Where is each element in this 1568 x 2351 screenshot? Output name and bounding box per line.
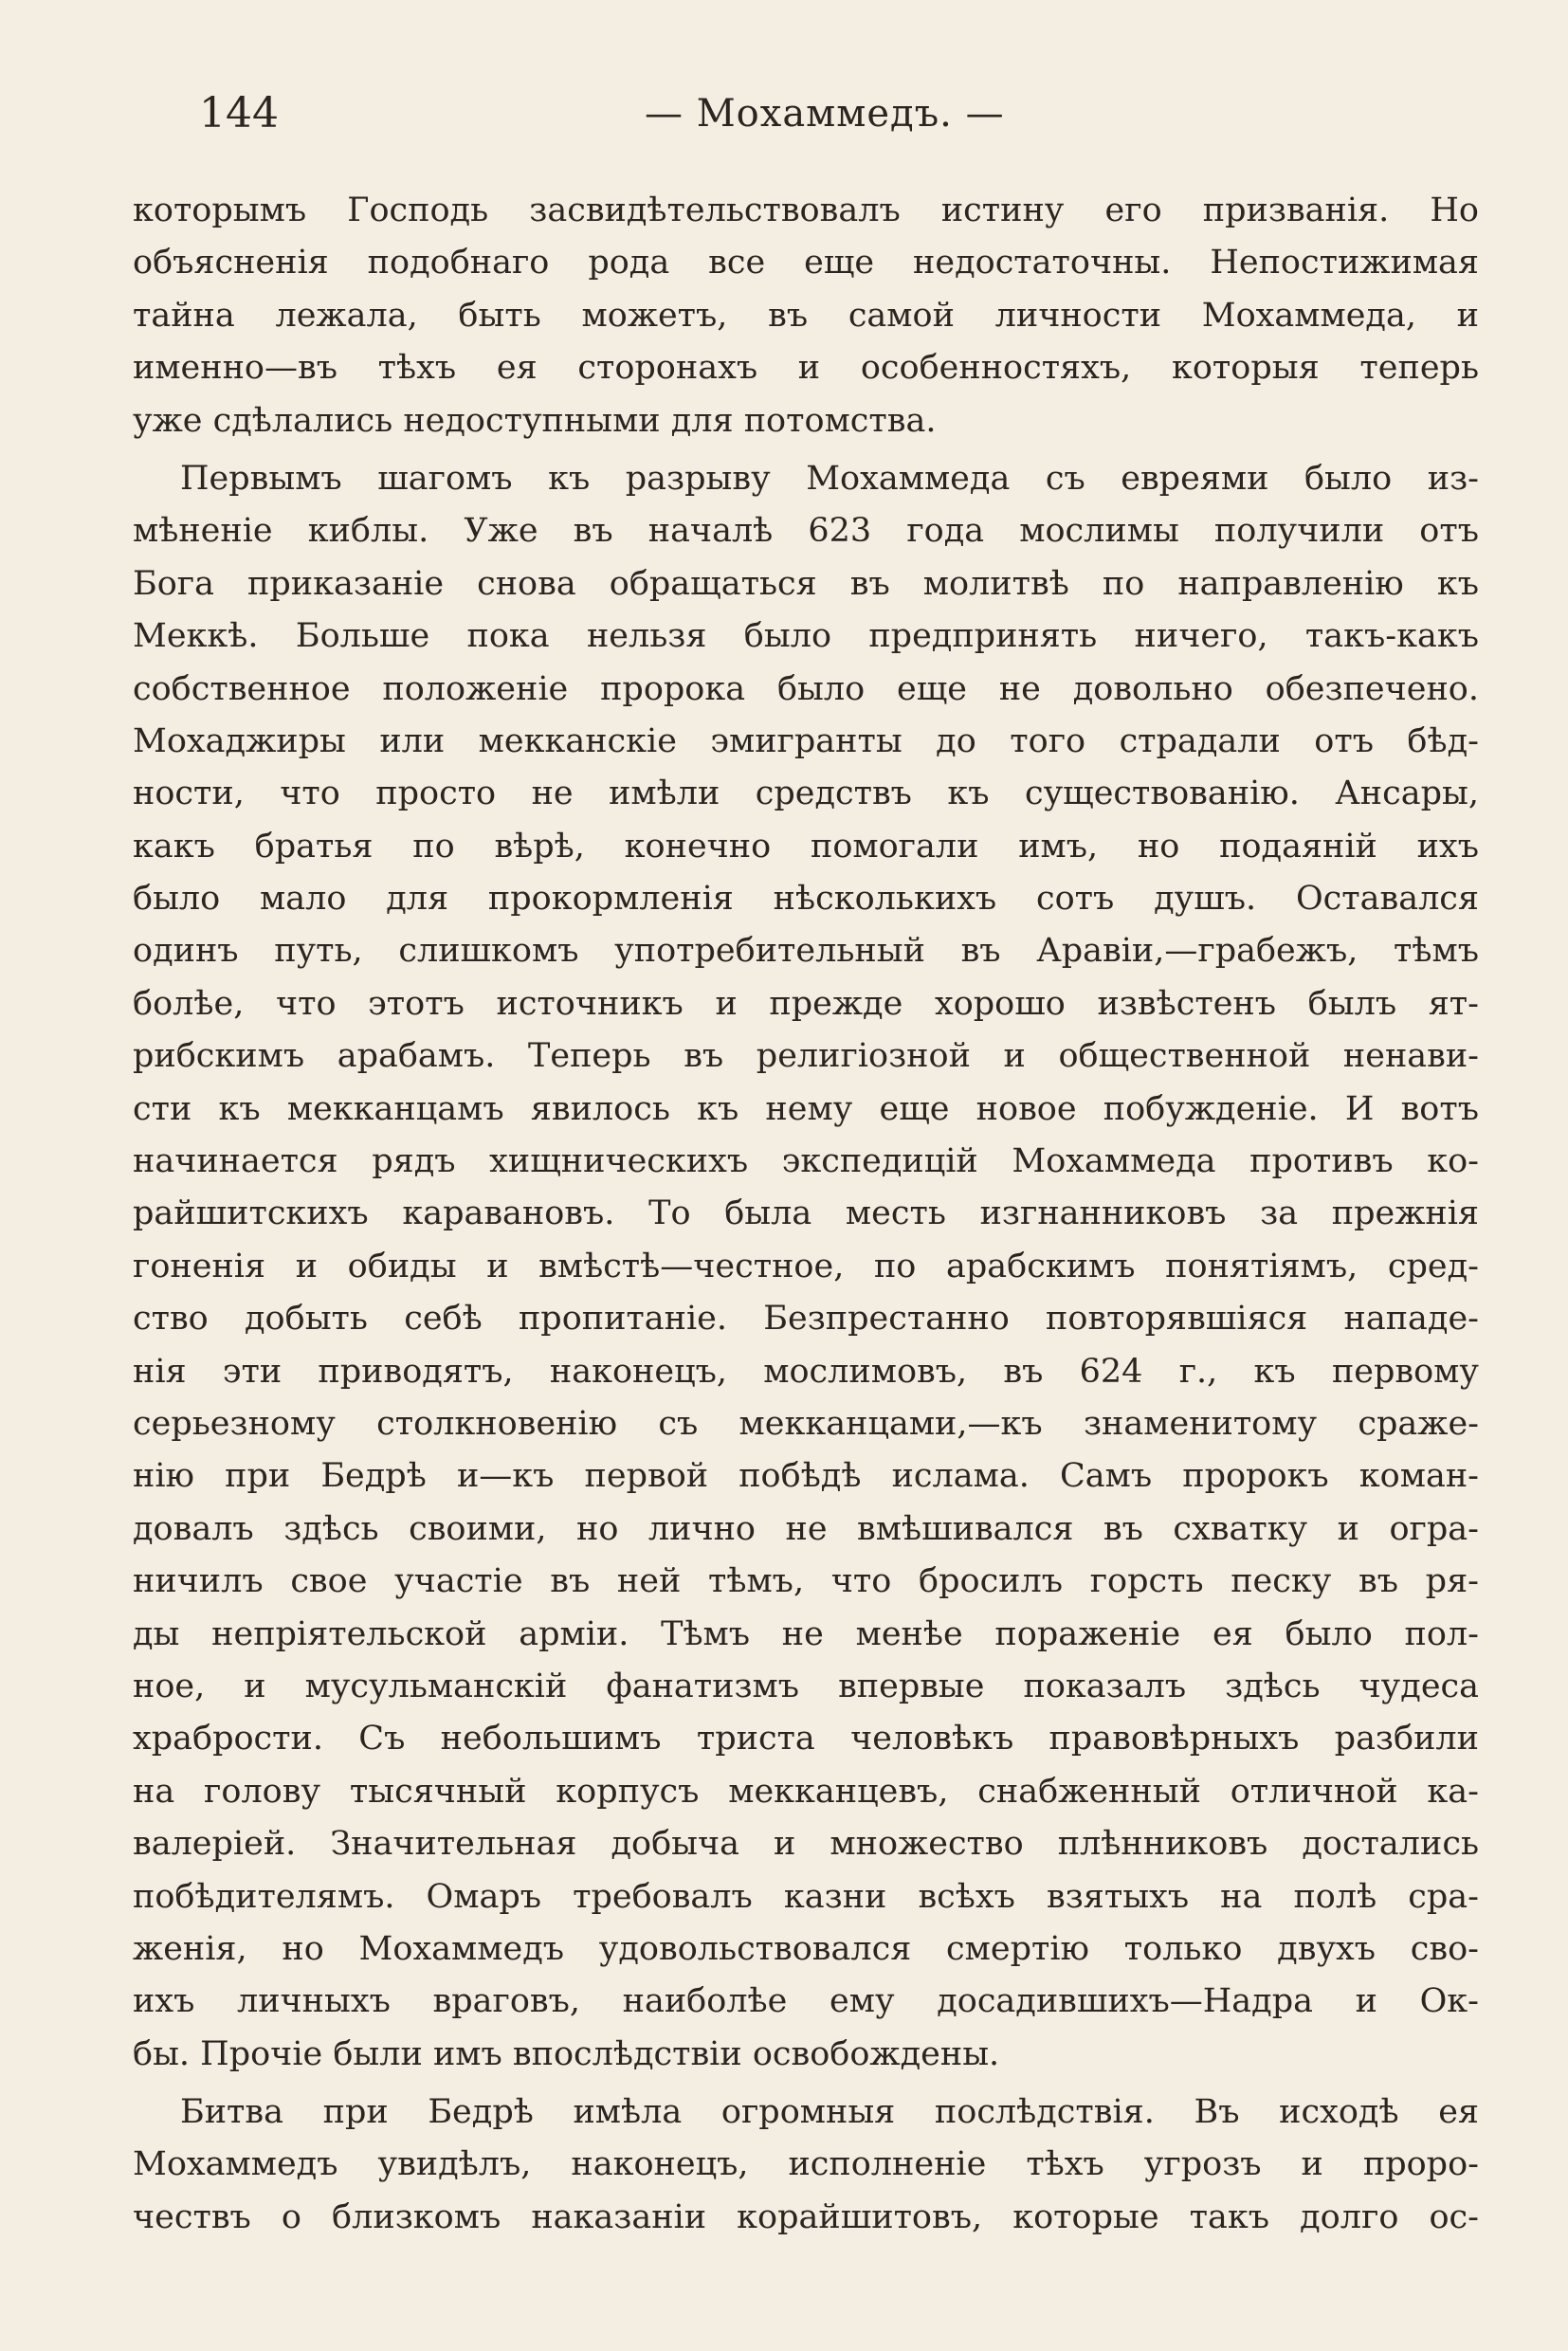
page-number: 144 bbox=[199, 89, 279, 137]
text-line: ное, и мусульманскій фанатизмъ впервые показалъ здѣсь чудеса bbox=[133, 1667, 1479, 1705]
text-line: ды непріятельской арміи. Тѣмъ не менѣе пораженіе ея было пол- bbox=[133, 1614, 1479, 1653]
text-line: было мало для прокормленія нѣсколькихъ сотъ душъ. Оставался bbox=[133, 880, 1479, 919]
text-line: женія, но Мохаммедъ удовольствовался смертію только двухъ сво- bbox=[133, 1929, 1479, 1968]
running-title: — Мохаммедъ. — bbox=[645, 92, 1005, 136]
text-line: начинается рядъ хищническихъ экспедицій Мохаммеда противъ ко- bbox=[133, 1142, 1479, 1181]
text-line: бы. Прочіе были имъ впослѣдствіи освобождены. bbox=[133, 2034, 1000, 2073]
text-line: гоненія и обиды и вмѣстѣ—честное, по арабскимъ понятіямъ, сред- bbox=[133, 1247, 1479, 1285]
text-line: Первымъ шагомъ къ разрыву Мохаммеда съ евреями было из- bbox=[180, 459, 1479, 498]
paragraph-2 bbox=[133, 453, 1479, 2081]
text-line: сти къ мекканцамъ явилось къ нему еще новое побужденіе. И вотъ bbox=[133, 1089, 1479, 1128]
page-header bbox=[199, 85, 1394, 142]
text-line: нію при Бедрѣ и—къ первой побѣдѣ ислама. Самъ пророкъ коман- bbox=[133, 1457, 1479, 1496]
text-line: ности, что просто не имѣли средствъ къ существованію. Ансары, bbox=[133, 775, 1479, 813]
text-line: которымъ Господь засвидѣтельствовалъ истину его призванія. Но bbox=[133, 191, 1479, 229]
text-line: одинъ путь, слишкомъ употребительный въ Аравіи,—грабежъ, тѣмъ bbox=[133, 932, 1479, 971]
text-line: болѣе, что этотъ источникъ и прежде хорошо извѣстенъ былъ ят- bbox=[133, 984, 1479, 1023]
text-line: храбрости. Съ небольшимъ триста человѣкъ правовѣрныхъ разбили bbox=[133, 1720, 1479, 1759]
text-line: Битва при Бедрѣ имѣла огромныя послѣдствія. Въ исходѣ ея bbox=[180, 2093, 1479, 2132]
text-line: побѣдителямъ. Омаръ требовалъ казни всѣхъ взятыхъ на полѣ сра- bbox=[133, 1877, 1479, 1916]
text-line: Меккѣ. Больше пока нельзя было предпринять ничего, такъ-какъ bbox=[133, 617, 1479, 656]
body-text bbox=[133, 185, 1479, 2244]
text-line: уже сдѣлались недоступными для потомства. bbox=[133, 401, 937, 440]
paragraph-3 bbox=[133, 2087, 1479, 2244]
text-line: нія эти приводятъ, наконецъ, мослимовъ, въ 624 г., къ первому bbox=[133, 1352, 1479, 1391]
text-line: тайна лежала, быть можетъ, въ самой личности Мохаммеда, и bbox=[133, 296, 1479, 335]
text-line: собственное положеніе пророка было еще не довольно обезпечено. bbox=[133, 669, 1479, 708]
text-line: какъ братья по вѣрѣ, конечно помогали имъ, но подаяній ихъ bbox=[133, 827, 1479, 866]
text-line: валеріей. Значительная добыча и множество плѣнниковъ достались bbox=[133, 1825, 1479, 1864]
text-line: серьезному столкновенію съ мекканцами,—къ знаменитому сраже- bbox=[133, 1404, 1479, 1443]
text-line: рибскимъ арабамъ. Теперь въ религіозной и общественной ненави- bbox=[133, 1037, 1479, 1076]
text-line: Бога приказаніе снова обращаться въ молитвѣ по направленію къ bbox=[133, 564, 1479, 603]
text-line: объясненія подобнаго рода все еще недостаточны. Непостижимая bbox=[133, 244, 1479, 282]
text-line: на голову тысячный корпусъ мекканцевъ, снабженный отличной ка- bbox=[133, 1772, 1479, 1811]
text-line: довалъ здѣсь своими, но лично не вмѣшивался въ схватку и огра- bbox=[133, 1509, 1479, 1548]
text-line: мѣненіе киблы. Уже въ началѣ 623 года мослимы получили отъ bbox=[133, 512, 1479, 551]
text-line: Мохаммедъ увидѣлъ, наконецъ, исполненіе тѣхъ угрозъ и проро- bbox=[133, 2145, 1479, 2184]
text-line: ихъ личныхъ враговъ, наиболѣе ему досадившихъ—Надра и Ок- bbox=[133, 1982, 1479, 2021]
text-line: ничилъ свое участіе въ ней тѣмъ, что бросилъ горсть песку въ ря- bbox=[133, 1562, 1479, 1601]
text-line: райшитскихъ каравановъ. То была месть изгнанниковъ за прежнія bbox=[133, 1194, 1479, 1233]
text-line: ство добыть себѣ пропитаніе. Безпрестанно повторявшіяся нападе- bbox=[133, 1300, 1479, 1339]
text-line: именно—въ тѣхъ ея сторонахъ и особенностяхъ, которыя теперь bbox=[133, 349, 1479, 388]
paragraph-1 bbox=[133, 185, 1479, 447]
text-line: чествъ о близкомъ наказаніи корайшитовъ, которые такъ долго ос- bbox=[133, 2197, 1479, 2236]
text-line: Мохаджиры или мекканскіе эмигранты до того страдали отъ бѣд- bbox=[133, 721, 1479, 760]
